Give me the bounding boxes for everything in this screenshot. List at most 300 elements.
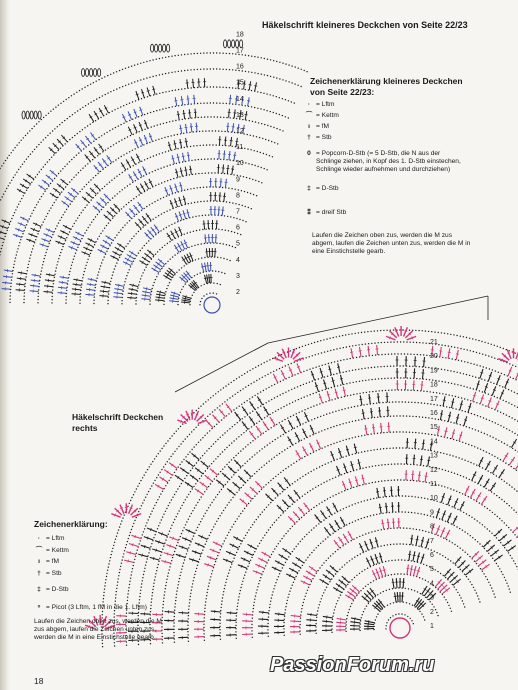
chain-stitch xyxy=(58,105,59,106)
chain-stitch xyxy=(71,179,72,180)
chain-stitch xyxy=(247,192,248,193)
chain-stitch xyxy=(360,553,361,554)
chain-stitch xyxy=(307,492,308,493)
chain-stitch xyxy=(335,477,336,478)
chain-stitch xyxy=(182,119,183,120)
chain-stitch xyxy=(191,160,192,161)
chain-stitch xyxy=(254,551,255,552)
chain-stitch xyxy=(131,66,132,67)
chain-stitch xyxy=(165,485,166,486)
chain-stitch xyxy=(337,549,338,550)
chain-stitch xyxy=(36,204,37,205)
chain-stitch xyxy=(442,357,443,358)
chain-stitch xyxy=(168,56,169,57)
chain-stitch xyxy=(435,609,436,610)
chain-stitch xyxy=(187,631,188,632)
chain-stitch xyxy=(516,490,517,491)
chain-stitch xyxy=(302,423,303,424)
chain-stitch xyxy=(224,449,225,450)
chain-stitch xyxy=(354,557,355,558)
chain-stitch xyxy=(284,635,285,636)
chain-stitch xyxy=(236,407,237,408)
chain-stitch xyxy=(260,577,261,578)
chain-stitch xyxy=(184,70,185,71)
chain-stitch xyxy=(163,228,164,229)
chain-stitch xyxy=(159,522,160,523)
chain-stitch xyxy=(289,403,290,404)
chain-stitch xyxy=(16,251,17,252)
chain-stitch xyxy=(290,528,291,529)
chain-stitch xyxy=(424,449,425,450)
chain-stitch xyxy=(390,544,391,545)
chain-stitch xyxy=(194,202,195,203)
chain-stitch xyxy=(306,513,307,514)
chain-stitch xyxy=(249,563,250,564)
chain-stitch xyxy=(216,558,217,559)
chain-stitch xyxy=(96,81,97,82)
chain-stitch xyxy=(430,403,431,404)
chain-stitch xyxy=(172,90,173,91)
chain-stitch xyxy=(363,611,364,612)
chain-stitch xyxy=(153,583,154,584)
chain-stitch xyxy=(347,489,348,490)
chain-stitch xyxy=(45,255,46,256)
chain-stitch xyxy=(245,572,246,573)
chain-stitch xyxy=(275,582,276,583)
chain-stitch xyxy=(122,86,123,87)
chain-stitch xyxy=(378,378,379,379)
chain-stitch xyxy=(198,215,199,216)
chain-stitch xyxy=(247,134,248,135)
chain-stitch xyxy=(285,365,286,366)
chain-stitch xyxy=(203,627,204,628)
chain-stitch xyxy=(443,453,444,454)
chain-stitch xyxy=(229,428,230,429)
chain-stitch xyxy=(409,432,410,433)
chain-stitch xyxy=(193,535,194,536)
chain-stitch xyxy=(463,603,464,604)
chain-stitch xyxy=(156,276,157,277)
stitch-mark xyxy=(140,107,143,115)
chain-stitch xyxy=(349,370,350,371)
chain-stitch xyxy=(158,215,159,216)
chain-stitch xyxy=(228,384,229,385)
chain-stitch xyxy=(68,97,69,98)
chain-stitch xyxy=(220,616,221,617)
stitch-mark xyxy=(104,285,105,288)
chain-stitch xyxy=(256,471,257,472)
chain-stitch xyxy=(472,376,473,377)
chain-stitch xyxy=(195,483,196,484)
chain-stitch xyxy=(188,203,189,204)
chain-stitch xyxy=(347,584,348,585)
chain-stitch xyxy=(506,414,507,415)
chain-stitch xyxy=(229,260,230,261)
chain-stitch xyxy=(216,52,217,53)
chain-stitch xyxy=(181,569,182,570)
chain-stitch xyxy=(69,161,70,162)
chain-stitch xyxy=(361,419,362,420)
chain-stitch xyxy=(129,103,130,104)
chain-stitch xyxy=(485,576,486,577)
chain-stitch xyxy=(142,272,143,273)
chain-stitch xyxy=(233,440,234,441)
stitch-mark xyxy=(219,206,220,215)
chain-stitch xyxy=(144,474,145,475)
stitch-mark xyxy=(44,234,52,238)
chain-stitch xyxy=(190,69,191,70)
chain-stitch xyxy=(452,408,453,409)
chain-stitch xyxy=(236,438,237,439)
chain-stitch xyxy=(346,359,347,360)
chain-stitch xyxy=(57,261,58,262)
chain-stitch xyxy=(483,366,484,367)
crochet-chart-small-doily xyxy=(0,40,308,313)
chain-stitch xyxy=(252,440,253,441)
chain-stitch xyxy=(212,144,213,145)
chain-stitch xyxy=(412,366,413,367)
chain-stitch xyxy=(310,394,311,395)
chain-stitch xyxy=(190,53,191,54)
chain-stitch xyxy=(124,514,125,515)
chain-stitch xyxy=(60,148,61,149)
stitch-mark xyxy=(134,139,138,147)
chain-stitch xyxy=(304,536,305,537)
chain-stitch xyxy=(267,75,268,76)
chain-stitch xyxy=(0,199,1,200)
popcorn-stitch xyxy=(163,44,166,52)
chain-stitch xyxy=(140,250,141,251)
stitch-mark xyxy=(2,225,3,228)
chain-stitch xyxy=(190,146,191,147)
chain-stitch xyxy=(472,428,473,429)
chain-stitch xyxy=(84,271,85,272)
chain-stitch xyxy=(484,548,485,549)
chain-stitch xyxy=(417,513,418,514)
chain-stitch xyxy=(212,186,213,187)
chain-stitch xyxy=(300,385,301,386)
chain-stitch xyxy=(39,283,40,284)
chain-stitch xyxy=(496,495,497,496)
chain-stitch xyxy=(37,233,38,234)
chain-stitch xyxy=(505,580,506,581)
chain-stitch xyxy=(238,189,239,190)
stitch-mark xyxy=(186,124,187,133)
chain-stitch xyxy=(181,267,182,268)
chain-stitch xyxy=(186,521,187,522)
chain-stitch xyxy=(417,591,418,592)
chain-stitch xyxy=(225,484,226,485)
chain-stitch xyxy=(122,291,123,292)
chain-stitch xyxy=(233,558,234,559)
stitch-mark xyxy=(170,200,173,208)
chain-stitch xyxy=(301,69,302,70)
chain-stitch xyxy=(209,465,210,466)
chain-stitch xyxy=(268,504,269,505)
chain-stitch xyxy=(380,592,381,593)
chain-stitch xyxy=(291,101,292,102)
chain-stitch xyxy=(304,70,305,71)
chain-stitch xyxy=(219,86,220,87)
chain-stitch xyxy=(129,535,130,536)
chain-stitch xyxy=(75,253,76,254)
chain-stitch xyxy=(178,466,179,467)
chain-stitch xyxy=(119,257,120,258)
chain-stitch xyxy=(216,424,217,425)
chain-stitch xyxy=(466,513,467,514)
chain-stitch xyxy=(325,401,326,402)
stitch-mark xyxy=(155,300,164,301)
chain-stitch xyxy=(228,413,229,414)
chain-stitch xyxy=(26,224,27,225)
chain-stitch xyxy=(184,104,185,105)
chain-stitch xyxy=(95,195,96,196)
chain-stitch xyxy=(173,164,174,165)
chain-stitch xyxy=(394,479,395,480)
chain-stitch xyxy=(209,430,210,431)
chain-stitch xyxy=(195,159,196,160)
stitch-mark xyxy=(61,179,68,185)
chain-stitch xyxy=(162,610,163,611)
chain-stitch xyxy=(477,415,478,416)
chain-stitch xyxy=(330,497,331,498)
chain-stitch xyxy=(504,547,505,548)
chain-stitch xyxy=(190,470,191,471)
chain-stitch xyxy=(259,421,260,422)
chain-stitch xyxy=(359,536,360,537)
stitch-mark xyxy=(73,284,82,285)
chain-stitch xyxy=(204,284,205,285)
stitch-mark xyxy=(148,230,154,237)
chain-stitch xyxy=(91,199,92,200)
chain-stitch xyxy=(260,108,261,109)
chain-stitch xyxy=(331,362,332,363)
chain-stitch xyxy=(203,295,204,296)
chain-stitch xyxy=(309,382,310,383)
chain-stitch xyxy=(406,544,407,545)
chain-stitch xyxy=(428,581,429,582)
chain-stitch xyxy=(33,245,34,246)
chain-stitch xyxy=(107,92,108,93)
chain-stitch xyxy=(143,78,144,79)
chain-stitch xyxy=(424,403,425,404)
stitch-mark xyxy=(171,292,180,295)
chain-stitch xyxy=(504,374,505,375)
chain-stitch xyxy=(232,69,233,70)
chain-stitch xyxy=(454,473,455,474)
stitch-mark xyxy=(215,248,216,257)
chain-stitch xyxy=(435,569,436,570)
stitch-mark xyxy=(31,280,40,281)
chain-stitch xyxy=(330,350,331,351)
chain-stitch xyxy=(82,129,83,130)
chain-stitch xyxy=(266,93,267,94)
chain-stitch xyxy=(24,161,25,162)
chain-stitch xyxy=(38,296,39,297)
chain-stitch xyxy=(223,258,224,259)
chain-stitch xyxy=(82,189,83,190)
chain-stitch xyxy=(490,382,491,383)
chain-stitch xyxy=(242,220,243,221)
chain-stitch xyxy=(490,435,491,436)
chain-stitch xyxy=(381,342,382,343)
chain-stitch xyxy=(486,451,487,452)
chain-stitch xyxy=(137,63,138,64)
chain-stitch xyxy=(187,634,188,635)
chain-stitch xyxy=(358,502,359,503)
chain-stitch xyxy=(317,341,318,342)
chain-stitch xyxy=(494,596,495,597)
chain-stitch xyxy=(235,203,236,204)
chain-stitch xyxy=(268,610,269,611)
chain-stitch xyxy=(178,510,179,511)
chain-stitch xyxy=(371,433,372,434)
chain-stitch xyxy=(318,523,319,524)
chain-stitch xyxy=(140,540,141,541)
chain-stitch xyxy=(409,448,410,449)
chain-stitch xyxy=(423,564,424,565)
chain-stitch xyxy=(62,246,63,247)
chain-stitch xyxy=(239,219,240,220)
chain-stitch xyxy=(69,231,70,232)
stitch-mark xyxy=(202,263,204,272)
chain-stitch xyxy=(203,187,204,188)
chain-stitch xyxy=(341,409,342,410)
chain-stitch xyxy=(139,131,140,132)
chain-stitch xyxy=(503,427,504,428)
chain-stitch xyxy=(237,518,238,519)
stitch-mark xyxy=(71,188,78,194)
chain-stitch xyxy=(469,375,470,376)
chain-stitch xyxy=(183,133,184,134)
chain-stitch xyxy=(169,121,170,122)
chain-stitch xyxy=(113,90,114,91)
stitch-mark xyxy=(2,289,11,290)
chain-stitch xyxy=(202,455,203,456)
chain-stitch xyxy=(482,404,483,405)
chain-stitch xyxy=(333,426,334,427)
chain-stitch xyxy=(378,342,379,343)
chain-stitch xyxy=(290,416,291,417)
chain-stitch xyxy=(299,459,300,460)
chain-stitch xyxy=(89,256,90,257)
chain-stitch xyxy=(155,573,156,574)
chain-stitch xyxy=(235,628,236,629)
chain-stitch xyxy=(24,286,25,287)
chain-stitch xyxy=(178,446,179,447)
chain-stitch xyxy=(263,153,264,154)
stitch-mark xyxy=(146,287,147,290)
chain-stitch xyxy=(229,397,230,398)
chain-stitch xyxy=(305,559,306,560)
chain-stitch xyxy=(100,265,101,266)
chain-stitch xyxy=(242,510,243,511)
chain-stitch xyxy=(437,404,438,405)
chain-stitch xyxy=(257,407,258,408)
chain-stitch xyxy=(210,86,211,87)
chain-stitch xyxy=(301,398,302,399)
chain-stitch xyxy=(406,602,407,603)
chain-stitch xyxy=(470,400,471,401)
chain-stitch xyxy=(254,56,255,57)
chain-stitch xyxy=(160,198,161,199)
chain-stitch xyxy=(141,583,142,584)
chain-stitch xyxy=(168,72,169,73)
chain-stitch xyxy=(180,443,181,444)
chain-stitch xyxy=(301,410,302,411)
popcorn-stitch xyxy=(94,69,97,77)
chain-stitch xyxy=(90,253,91,254)
chain-stitch xyxy=(364,435,365,436)
chain-stitch xyxy=(301,440,302,441)
chain-stitch xyxy=(332,616,333,617)
chain-stitch xyxy=(99,268,100,269)
chain-stitch xyxy=(470,462,471,463)
chain-stitch xyxy=(327,498,328,499)
chain-stitch xyxy=(221,600,222,601)
chain-stitch xyxy=(291,389,292,390)
chain-stitch xyxy=(118,529,119,530)
chain-stitch xyxy=(363,392,364,393)
chain-stitch xyxy=(204,608,205,609)
chain-stitch xyxy=(208,399,209,400)
chain-stitch xyxy=(453,422,454,423)
chain-stitch xyxy=(277,396,278,397)
chain-stitch xyxy=(254,107,255,108)
stitch-mark xyxy=(176,169,178,178)
chain-stitch xyxy=(220,117,221,118)
chain-stitch xyxy=(510,529,511,530)
chain-stitch xyxy=(133,565,134,566)
stitch-mark xyxy=(180,139,182,148)
chain-stitch xyxy=(240,513,241,514)
chain-stitch xyxy=(384,480,385,481)
chain-stitch xyxy=(333,443,334,444)
chain-stitch xyxy=(330,555,331,556)
chain-stitch xyxy=(344,564,345,565)
chain-stitch xyxy=(389,589,390,590)
chain-stitch xyxy=(457,474,458,475)
chain-stitch xyxy=(378,354,379,355)
chain-stitch xyxy=(268,616,269,617)
chain-stitch xyxy=(395,588,396,589)
chain-stitch xyxy=(464,398,465,399)
chain-stitch xyxy=(516,512,517,513)
chain-stitch xyxy=(497,410,498,411)
chain-stitch xyxy=(448,345,449,346)
chain-stitch xyxy=(169,569,170,570)
chain-stitch xyxy=(276,96,277,97)
chain-stitch xyxy=(110,163,111,164)
chain-stitch xyxy=(120,229,121,230)
chain-stitch xyxy=(37,302,38,303)
stitch-mark xyxy=(179,227,183,235)
chain-stitch xyxy=(138,511,139,512)
chain-stitch xyxy=(208,507,209,508)
chain-stitch xyxy=(418,432,419,433)
stitch-mark xyxy=(130,284,139,286)
chain-stitch xyxy=(355,520,356,521)
chain-stitch xyxy=(508,389,509,390)
chain-stitch xyxy=(139,599,140,600)
chain-stitch xyxy=(419,611,420,612)
chain-stitch xyxy=(349,422,350,423)
chain-stitch xyxy=(376,497,377,498)
chain-stitch xyxy=(205,605,206,606)
chain-stitch xyxy=(219,243,220,244)
chain-stitch xyxy=(359,573,360,574)
stitch-mark xyxy=(104,215,111,221)
